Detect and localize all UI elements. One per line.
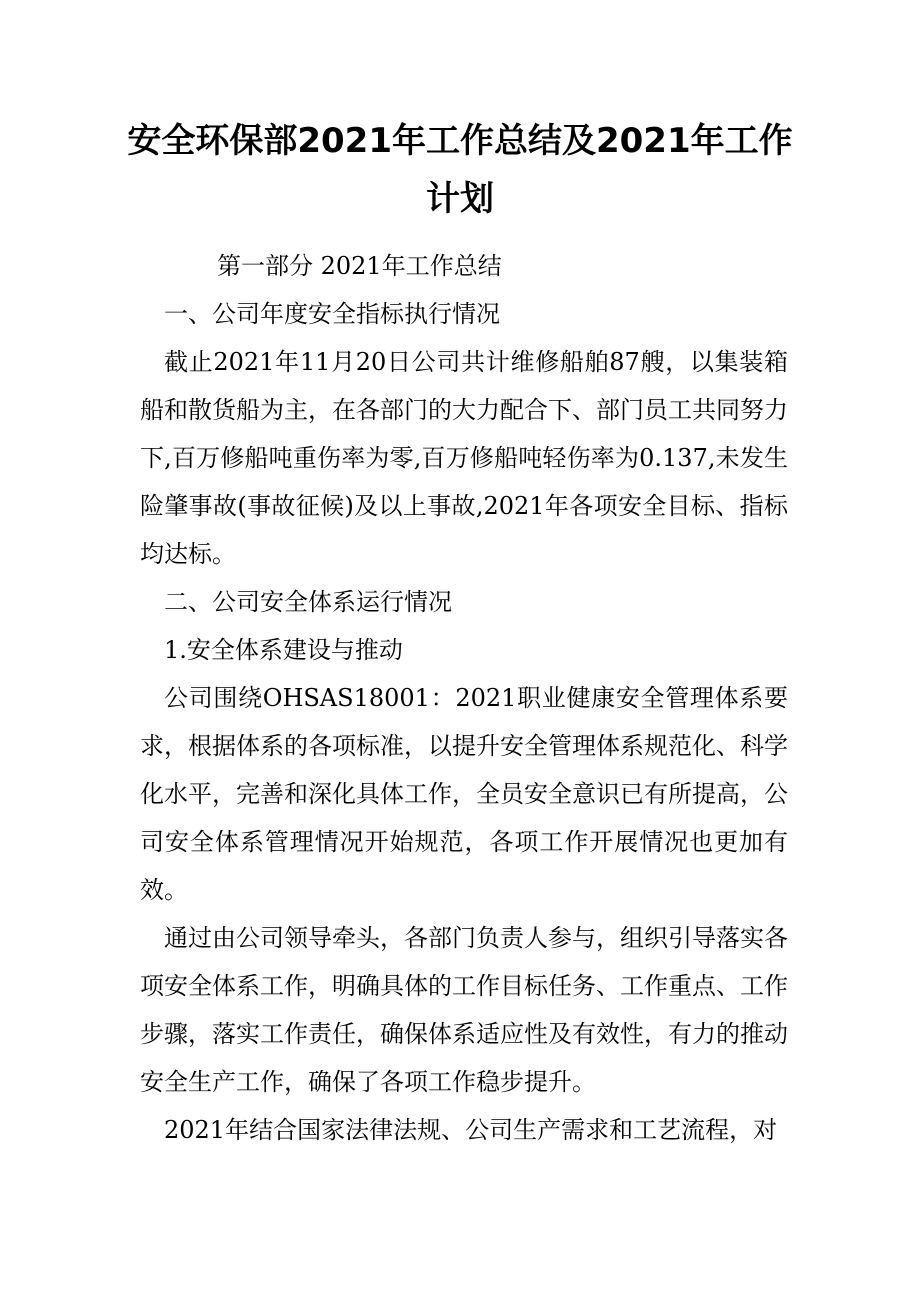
body-paragraph: 截止2021年11月20日公司共计维修船舶87艘，以集装箱船和散货船为主，在各部门的大力配合下、部门员工共同努力下,百万修船吨重伤率为零,百万修船吨轻伤率为0.137,未发生险肇事故(事故征候)及以上事故,2021年各项安全目标、指标均达标。: [140, 348, 788, 568]
subsection-heading: 1.安全体系建设与推动: [164, 636, 403, 664]
part-heading: 第一部分 2021年工作总结: [217, 252, 502, 280]
body-paragraph: 公司围绕OHSAS18001：2021职业健康安全管理体系要求，根据体系的各项标准，以提升安全管理体系规范化、科学化水平，完善和深化具体工作，全员安全意识已有所提高，公司安全体系管理情况开始规范，各项工作开展情况也更加有效。: [140, 684, 788, 904]
section-heading: 一、公司年度安全指标执行情况: [164, 300, 500, 328]
body-paragraph: 通过由公司领导牵头，各部门负责人参与，组织引导落实各项安全体系工作，明确具体的工作目标任务、工作重点、工作步骤，落实工作责任，确保体系适应性及有效性，有力的推动安全生产工作，确保了各项工作稳步提升。: [140, 924, 788, 1096]
document-title: 安全环保部2021年工作总结及2021年工作计划: [127, 121, 793, 219]
document-body: [140, 242, 788, 1154]
section-heading: 二、公司安全体系运行情况: [164, 588, 452, 616]
body-paragraph: 2021年结合国家法律法规、公司生产需求和工艺流程，对: [164, 1116, 778, 1144]
